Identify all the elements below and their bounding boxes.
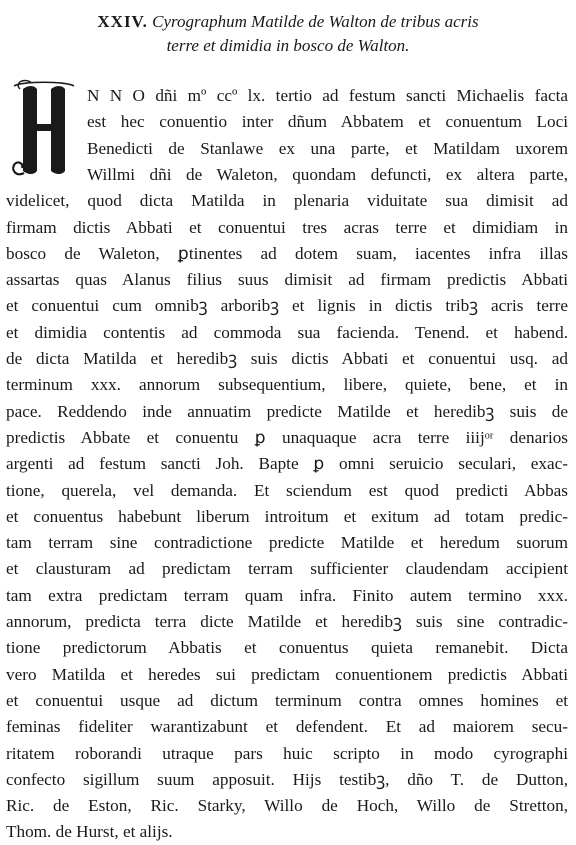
body-line: Ric. de Eston, Ric. Starky, Willo de Hoch, Willo de Stretton, — [6, 796, 568, 816]
body-line: Thom. de Hurst, et alijs. — [6, 822, 173, 842]
body-line: Benedicti de Stanlawe ex una parte, et Matildam uxorem — [87, 138, 568, 158]
charter-heading — [0, 10, 576, 58]
body-line: tione, querela, vel demanda. Et sciendum est quod predicti Abbas — [6, 480, 568, 500]
body-line: feminas fideliter warantizabunt et defendent. Et ad maiorem secu- — [6, 717, 568, 737]
body-line: et clausturam ad predictam terram sufficienter claudendam accipient — [6, 559, 568, 579]
charter-title-line1: Cyrographum Matilde de Walton de tribus acris — [152, 12, 479, 31]
body-line: tam terram sine contradictione predicte Matilde et heredum suorum — [6, 533, 568, 553]
body-line: pace. Reddendo inde annuatim predicte Matilde et heredibꝫ suis de — [6, 401, 568, 421]
body-line: predictis Abbate et conuentu ꝑ unaquaque acra terre iiijᵒʳ denarios — [6, 427, 568, 447]
body-line: tam extra predictam terram quam infra. Finito autem termino xxx. — [6, 585, 568, 605]
body-line: est hec conuentio inter dñum Abbatem et conuentum Loci — [87, 112, 568, 132]
decorated-initial-letter — [8, 78, 78, 186]
body-line: ritatem roborandi utraque pars huic scripto in modo cyrographi — [6, 743, 568, 763]
body-line: Willmi dñi de Waleton, quondam defuncti, ex altera parte, — [87, 164, 568, 184]
body-line: et dimidia contentis ad commoda sua facienda. Tenend. et habend. — [6, 322, 568, 342]
body-line: et conuentui cum omnibꝫ arboribꝫ et lignis in dictis tribꝫ acris terre — [6, 296, 568, 316]
body-line: assartas quas Alanus filius suus dimisit ad firmam predictis Abbati — [6, 270, 568, 290]
body-line: vero Matilda et heredes sui predictam conuentionem predictis Abbati — [6, 664, 568, 684]
body-line: et conuentui usque ad dictum terminum contra omnes homines et — [6, 690, 568, 710]
body-line: et conuentus habebunt liberum introitum et exitum ad totam predic- — [6, 506, 568, 526]
body-line: argenti ad festum sancti Joh. Bapte ꝑ omni seruicio seculari, exac- — [6, 454, 568, 474]
charter-heading-line1 — [0, 10, 576, 34]
charter-title-line2: terre et dimidia in bosco de Walton. — [166, 36, 410, 55]
body-line: N N O dñi mº ccº lx. tertio ad festum sancti Michaelis facta — [87, 86, 568, 105]
body-line: de dicta Matilda et heredibꝫ suis dictis Abbati et conuentui usq. ad — [6, 349, 568, 368]
charter-number: XXIV. — [97, 12, 148, 31]
body-line: bosco de Waleton, ꝑtinentes ad dotem suam, iacentes infra illas — [6, 243, 568, 263]
body-line: tione predictorum Abbatis et conuentus quieta remanebit. Dicta — [6, 638, 568, 658]
body-line: annorum, predicta terra dicte Matilde et heredibꝫ suis sine contradic- — [6, 612, 568, 631]
body-line: firmam dictis Abbati et conuentui tres acras terre et dimidiam in — [6, 217, 568, 237]
body-line: terminum xxx. annorum subsequentium, libere, quiete, bene, et in — [6, 375, 568, 395]
body-line: videlicet, quod dicta Matilda in plenaria viduitate sua dimisit ad — [6, 191, 568, 211]
body-line: confecto sigillum suum apposuit. Hijs testibꝫ, dño T. de Dutton, — [6, 769, 568, 789]
